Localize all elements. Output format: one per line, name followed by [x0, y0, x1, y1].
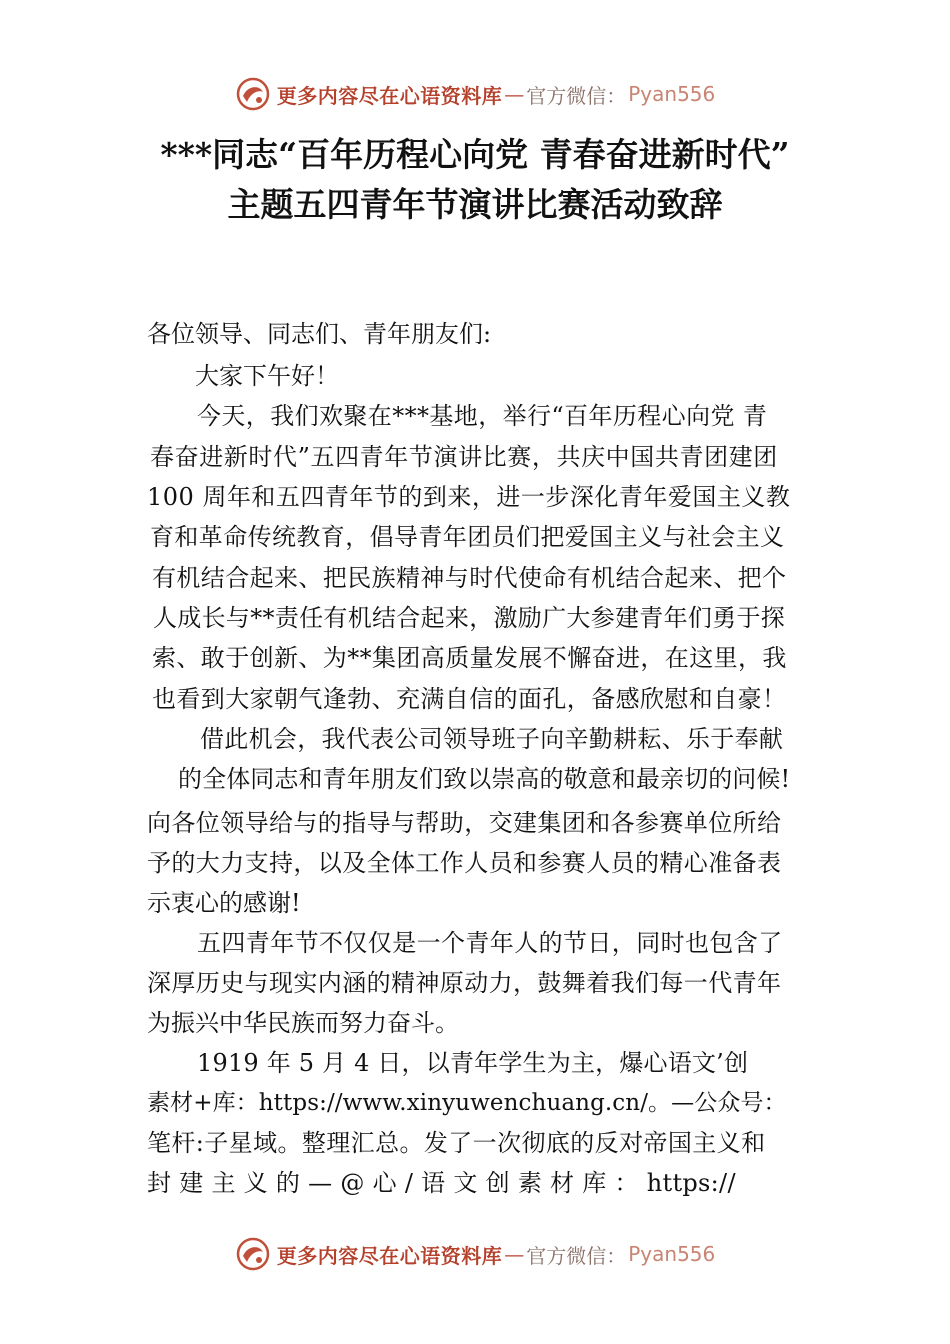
body-line: 人成长与**责任有机结合起来，激励广大参建青年们勇于探: [153, 604, 786, 632]
body-line: 也看到大家朝气逢勃、充满自信的面孔，备感欣慰和自豪！: [152, 685, 787, 713]
banner-wechat-label: 官方微信：: [526, 83, 627, 108]
footer-banner: [0, 1232, 950, 1276]
banner-wechat-id: Pyan556: [628, 1242, 716, 1266]
body-line: 予的大力支持，以及全体工作人员和参赛人员的精心准备表: [147, 849, 782, 877]
body-line: 示衷心的感谢!: [147, 889, 301, 917]
body-line: 借此机会，我代表公司领导班子向辛勤耕耘、乐于奉献: [200, 725, 784, 753]
body-line: 100 周年和五四青年节的到来，进一步深化青年爱国主义教: [147, 483, 791, 511]
document-title-line-1: ***同志“百年历程心向党 青春奋进新时代”: [160, 135, 790, 174]
body-line: 1919 年 5 月 4 日，以青年学生为主，爆心语文’创: [197, 1049, 749, 1077]
banner-wechat-id: Pyan556: [628, 82, 716, 106]
salutation-line: 各位领导、同志们、青年朋友们:: [147, 320, 492, 348]
body-line: 笔杆:子星域。整理汇总。发了一次彻底的反对帝国主义和: [147, 1129, 766, 1157]
body-line: 封 建 主 义 的 — @ 心 / 语 文 创 素 材 库 ： https://: [147, 1169, 736, 1197]
body-line: 为振兴中华民族而努力奋斗。: [147, 1009, 459, 1037]
body-line: 素材+库：https://www.xinyuwenchuang.cn/。—公众号：: [147, 1090, 787, 1116]
body-line: 春奋进新时代”五四青年节演讲比赛，共庆中国共青团建团: [150, 443, 778, 471]
body-line: 向各位领导给与的指导与帮助，交建集团和各参赛单位所给: [147, 809, 782, 837]
body-line: 的全体同志和青年朋友们致以崇高的敬意和最亲切的问候!: [178, 765, 791, 793]
banner-dash: —: [504, 82, 525, 106]
body-line: 今天，我们欢聚在***基地，举行“百年历程心向党 青: [197, 402, 768, 430]
banner-dash: —: [504, 1242, 525, 1266]
body-line: 深厚历史与现实内涵的精神原动力，鼓舞着我们每一代青年: [147, 969, 782, 997]
body-line: 索、敢于创新、为**集团高质量发展不懈奋进，在这里，我: [152, 644, 787, 672]
header-banner: [0, 72, 950, 116]
body-line: 大家下午好！: [195, 362, 339, 390]
brand-logo-icon: [235, 76, 271, 112]
brand-logo-icon: [235, 1236, 271, 1272]
body-line: 育和革命传统教育，倡导青年团员们把爱国主义与社会主义: [150, 523, 785, 551]
body-line: 五四青年节不仅仅是一个青年人的节日，同时也包含了: [197, 929, 783, 957]
banner-brand-text: 更多内容尽在心语资料库: [276, 83, 503, 108]
document-title-line-2: 主题五四青年节演讲比赛活动致辞: [227, 185, 723, 224]
body-line: 有机结合起来、把民族精神与时代使命有机结合起来、把个: [152, 564, 787, 592]
banner-brand-text: 更多内容尽在心语资料库: [276, 1243, 503, 1268]
banner-wechat-label: 官方微信：: [526, 1243, 627, 1268]
